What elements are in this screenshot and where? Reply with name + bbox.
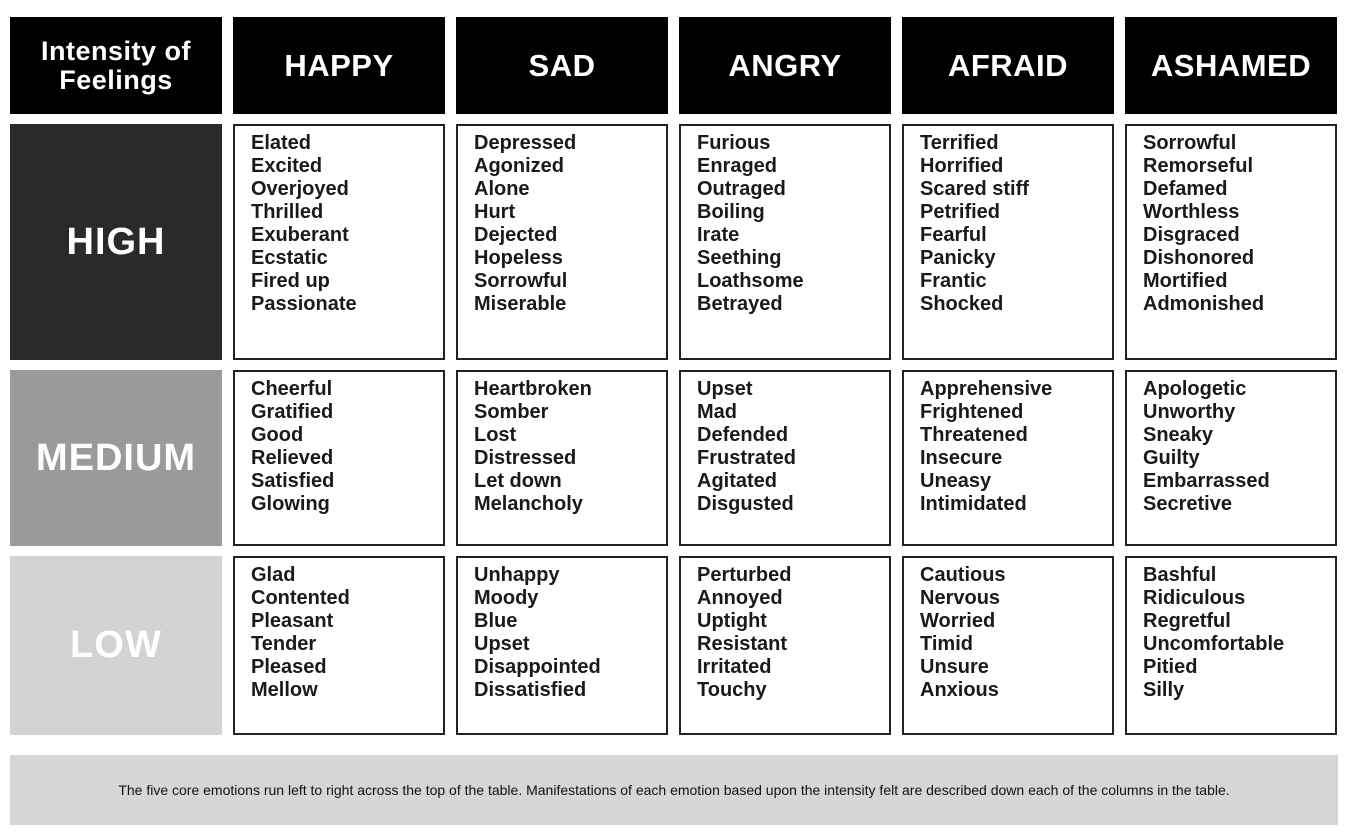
feeling-word: Frightened	[920, 401, 1024, 423]
feeling-word: Satisfied	[251, 470, 335, 492]
feeling-word: Guilty	[1143, 447, 1200, 469]
feeling-word: Fearful	[920, 224, 987, 246]
feeling-word: Melancholy	[474, 493, 583, 515]
feeling-word: Let down	[474, 470, 562, 492]
feelings-cell-low-angry	[679, 556, 891, 735]
feeling-word: Miserable	[474, 293, 567, 315]
feeling-word: Defamed	[1143, 178, 1228, 200]
feelings-list	[920, 564, 1112, 702]
feeling-word: Remorseful	[1143, 155, 1254, 177]
feeling-word: Sneaky	[1143, 424, 1214, 446]
feelings-cell-high-afraid	[902, 124, 1114, 360]
feelings-cell-high-sad	[456, 124, 668, 360]
feeling-word: Silly	[1143, 679, 1185, 701]
feeling-word: Nervous	[920, 587, 1001, 609]
feeling-word: Uptight	[697, 610, 767, 632]
feelings-cell-medium-ashamed	[1125, 370, 1337, 546]
feeling-word: Terrified	[920, 132, 999, 154]
feeling-word: Insecure	[920, 447, 1003, 469]
feeling-word: Depressed	[474, 132, 577, 154]
feeling-word: Distressed	[474, 447, 577, 469]
feelings-cell-low-sad	[456, 556, 668, 735]
feeling-word: Alone	[474, 178, 530, 200]
feeling-word: Elated	[251, 132, 312, 154]
feeling-word: Uneasy	[920, 470, 992, 492]
corner-header	[10, 17, 222, 114]
feeling-word: Regretful	[1143, 610, 1231, 632]
emotion-header-ashamed: ASHAMED	[1125, 17, 1337, 114]
feeling-word: Horrified	[920, 155, 1004, 177]
feeling-word: Upset	[474, 633, 530, 655]
feeling-word: Exuberant	[251, 224, 349, 246]
feeling-word: Sorrowful	[474, 270, 568, 292]
feeling-word: Mad	[697, 401, 737, 423]
feelings-cell-low-ashamed	[1125, 556, 1337, 735]
feelings-list	[920, 378, 1112, 516]
feeling-word: Betrayed	[697, 293, 783, 315]
feeling-word: Dejected	[474, 224, 558, 246]
feeling-word: Boiling	[697, 201, 765, 223]
feeling-word: Ecstatic	[251, 247, 328, 269]
feelings-list	[474, 132, 666, 316]
feeling-word: Somber	[474, 401, 549, 423]
feeling-word: Thrilled	[251, 201, 324, 223]
feelings-list	[920, 132, 1112, 316]
intensity-label-high: HIGH	[10, 124, 222, 360]
feeling-word: Good	[251, 424, 304, 446]
emotion-header-sad: SAD	[456, 17, 668, 114]
feeling-word: Outraged	[697, 178, 786, 200]
feeling-word: Excited	[251, 155, 323, 177]
feeling-word: Agonized	[474, 155, 564, 177]
table-caption	[10, 755, 1338, 825]
feeling-word: Intimidated	[920, 493, 1027, 515]
feeling-word: Blue	[474, 610, 518, 632]
feelings-list	[1143, 378, 1335, 516]
feeling-word: Cheerful	[251, 378, 333, 400]
feeling-word: Sorrowful	[1143, 132, 1237, 154]
feeling-word: Embarrassed	[1143, 470, 1270, 492]
feeling-word: Relieved	[251, 447, 334, 469]
feeling-word: Timid	[920, 633, 973, 655]
feeling-word: Heartbroken	[474, 378, 592, 400]
feeling-word: Hopeless	[474, 247, 563, 269]
feelings-cell-medium-afraid	[902, 370, 1114, 546]
feelings-cell-medium-angry	[679, 370, 891, 546]
feeling-word: Hurt	[474, 201, 516, 223]
feeling-word: Ridiculous	[1143, 587, 1246, 609]
feeling-word: Overjoyed	[251, 178, 349, 200]
feelings-cell-low-happy	[233, 556, 445, 735]
feelings-cell-medium-happy	[233, 370, 445, 546]
feeling-word: Lost	[474, 424, 517, 446]
feeling-word: Disgusted	[697, 493, 794, 515]
feeling-word: Admonished	[1143, 293, 1265, 315]
feelings-list	[697, 378, 889, 516]
feeling-word: Cautious	[920, 564, 1006, 586]
feeling-word: Tender	[251, 633, 317, 655]
feeling-word: Perturbed	[697, 564, 792, 586]
feeling-word: Panicky	[920, 247, 996, 269]
feelings-list	[474, 378, 666, 516]
intensity-label-medium: MEDIUM	[10, 370, 222, 546]
feeling-word: Frustrated	[697, 447, 796, 469]
feeling-word: Threatened	[920, 424, 1028, 446]
feeling-word: Furious	[697, 132, 771, 154]
intensity-label-low: LOW	[10, 556, 222, 735]
feeling-word: Worried	[920, 610, 996, 632]
corner-header-line1: Intensity of	[40, 35, 191, 66]
feeling-word: Passionate	[251, 293, 357, 315]
emotion-header-angry: ANGRY	[679, 17, 891, 114]
feeling-word: Pleased	[251, 656, 327, 678]
feelings-list	[697, 564, 889, 702]
feeling-word: Glowing	[251, 493, 330, 515]
corner-header-line2: Feelings	[59, 64, 173, 95]
feelings-list	[474, 564, 666, 702]
feeling-word: Seething	[697, 247, 782, 269]
feeling-word: Frantic	[920, 270, 987, 292]
feeling-word: Apprehensive	[920, 378, 1053, 400]
feeling-word: Shocked	[920, 293, 1004, 315]
feeling-word: Dishonored	[1143, 247, 1255, 269]
feeling-word: Bashful	[1143, 564, 1217, 586]
feeling-word: Fired up	[251, 270, 330, 292]
feeling-word: Glad	[251, 564, 296, 586]
feeling-word: Moody	[474, 587, 539, 609]
feeling-word: Scared stiff	[920, 178, 1029, 200]
feeling-word: Irate	[697, 224, 740, 246]
feeling-word: Disappointed	[474, 656, 601, 678]
emotion-header-happy: HAPPY	[233, 17, 445, 114]
feelings-cell-high-ashamed	[1125, 124, 1337, 360]
caption-text: The five core emotions run left to right across the top of the table. Manifestations of each emotion based upon the intensity felt are described down each of the columns in the table.	[118, 782, 1230, 798]
feelings-list	[251, 564, 443, 702]
feeling-word: Disgraced	[1143, 224, 1240, 246]
feeling-word: Mortified	[1143, 270, 1228, 292]
feeling-word: Touchy	[697, 679, 767, 701]
feeling-word: Petrified	[920, 201, 1001, 223]
feeling-word: Loathsome	[697, 270, 804, 292]
feeling-word: Anxious	[920, 679, 999, 701]
feelings-cell-medium-sad	[456, 370, 668, 546]
feeling-word: Irritated	[697, 656, 772, 678]
feeling-word: Apologetic	[1143, 378, 1247, 400]
feeling-word: Upset	[697, 378, 753, 400]
feeling-word: Uncomfortable	[1143, 633, 1285, 655]
feeling-word: Mellow	[251, 679, 318, 701]
feeling-word: Secretive	[1143, 493, 1232, 515]
feeling-word: Resistant	[697, 633, 788, 655]
feelings-cell-high-happy	[233, 124, 445, 360]
feelings-cell-high-angry	[679, 124, 891, 360]
feelings-list	[1143, 132, 1335, 316]
feelings-cell-low-afraid	[902, 556, 1114, 735]
feeling-word: Unworthy	[1143, 401, 1236, 423]
feeling-word: Annoyed	[697, 587, 783, 609]
feeling-word: Worthless	[1143, 201, 1240, 223]
feelings-intensity-table	[10, 17, 1338, 737]
feeling-word: Unhappy	[474, 564, 560, 586]
feeling-word: Agitated	[697, 470, 777, 492]
feelings-list	[697, 132, 889, 316]
feeling-word: Contented	[251, 587, 350, 609]
feeling-word: Pleasant	[251, 610, 334, 632]
feelings-list	[1143, 564, 1335, 702]
feelings-list	[251, 378, 443, 516]
feeling-word: Dissatisfied	[474, 679, 587, 701]
feeling-word: Enraged	[697, 155, 778, 177]
feeling-word: Defended	[697, 424, 789, 446]
feeling-word: Pitied	[1143, 656, 1198, 678]
feeling-word: Gratified	[251, 401, 334, 423]
feeling-word: Unsure	[920, 656, 989, 678]
feelings-list	[251, 132, 443, 316]
emotion-header-afraid: AFRAID	[902, 17, 1114, 114]
